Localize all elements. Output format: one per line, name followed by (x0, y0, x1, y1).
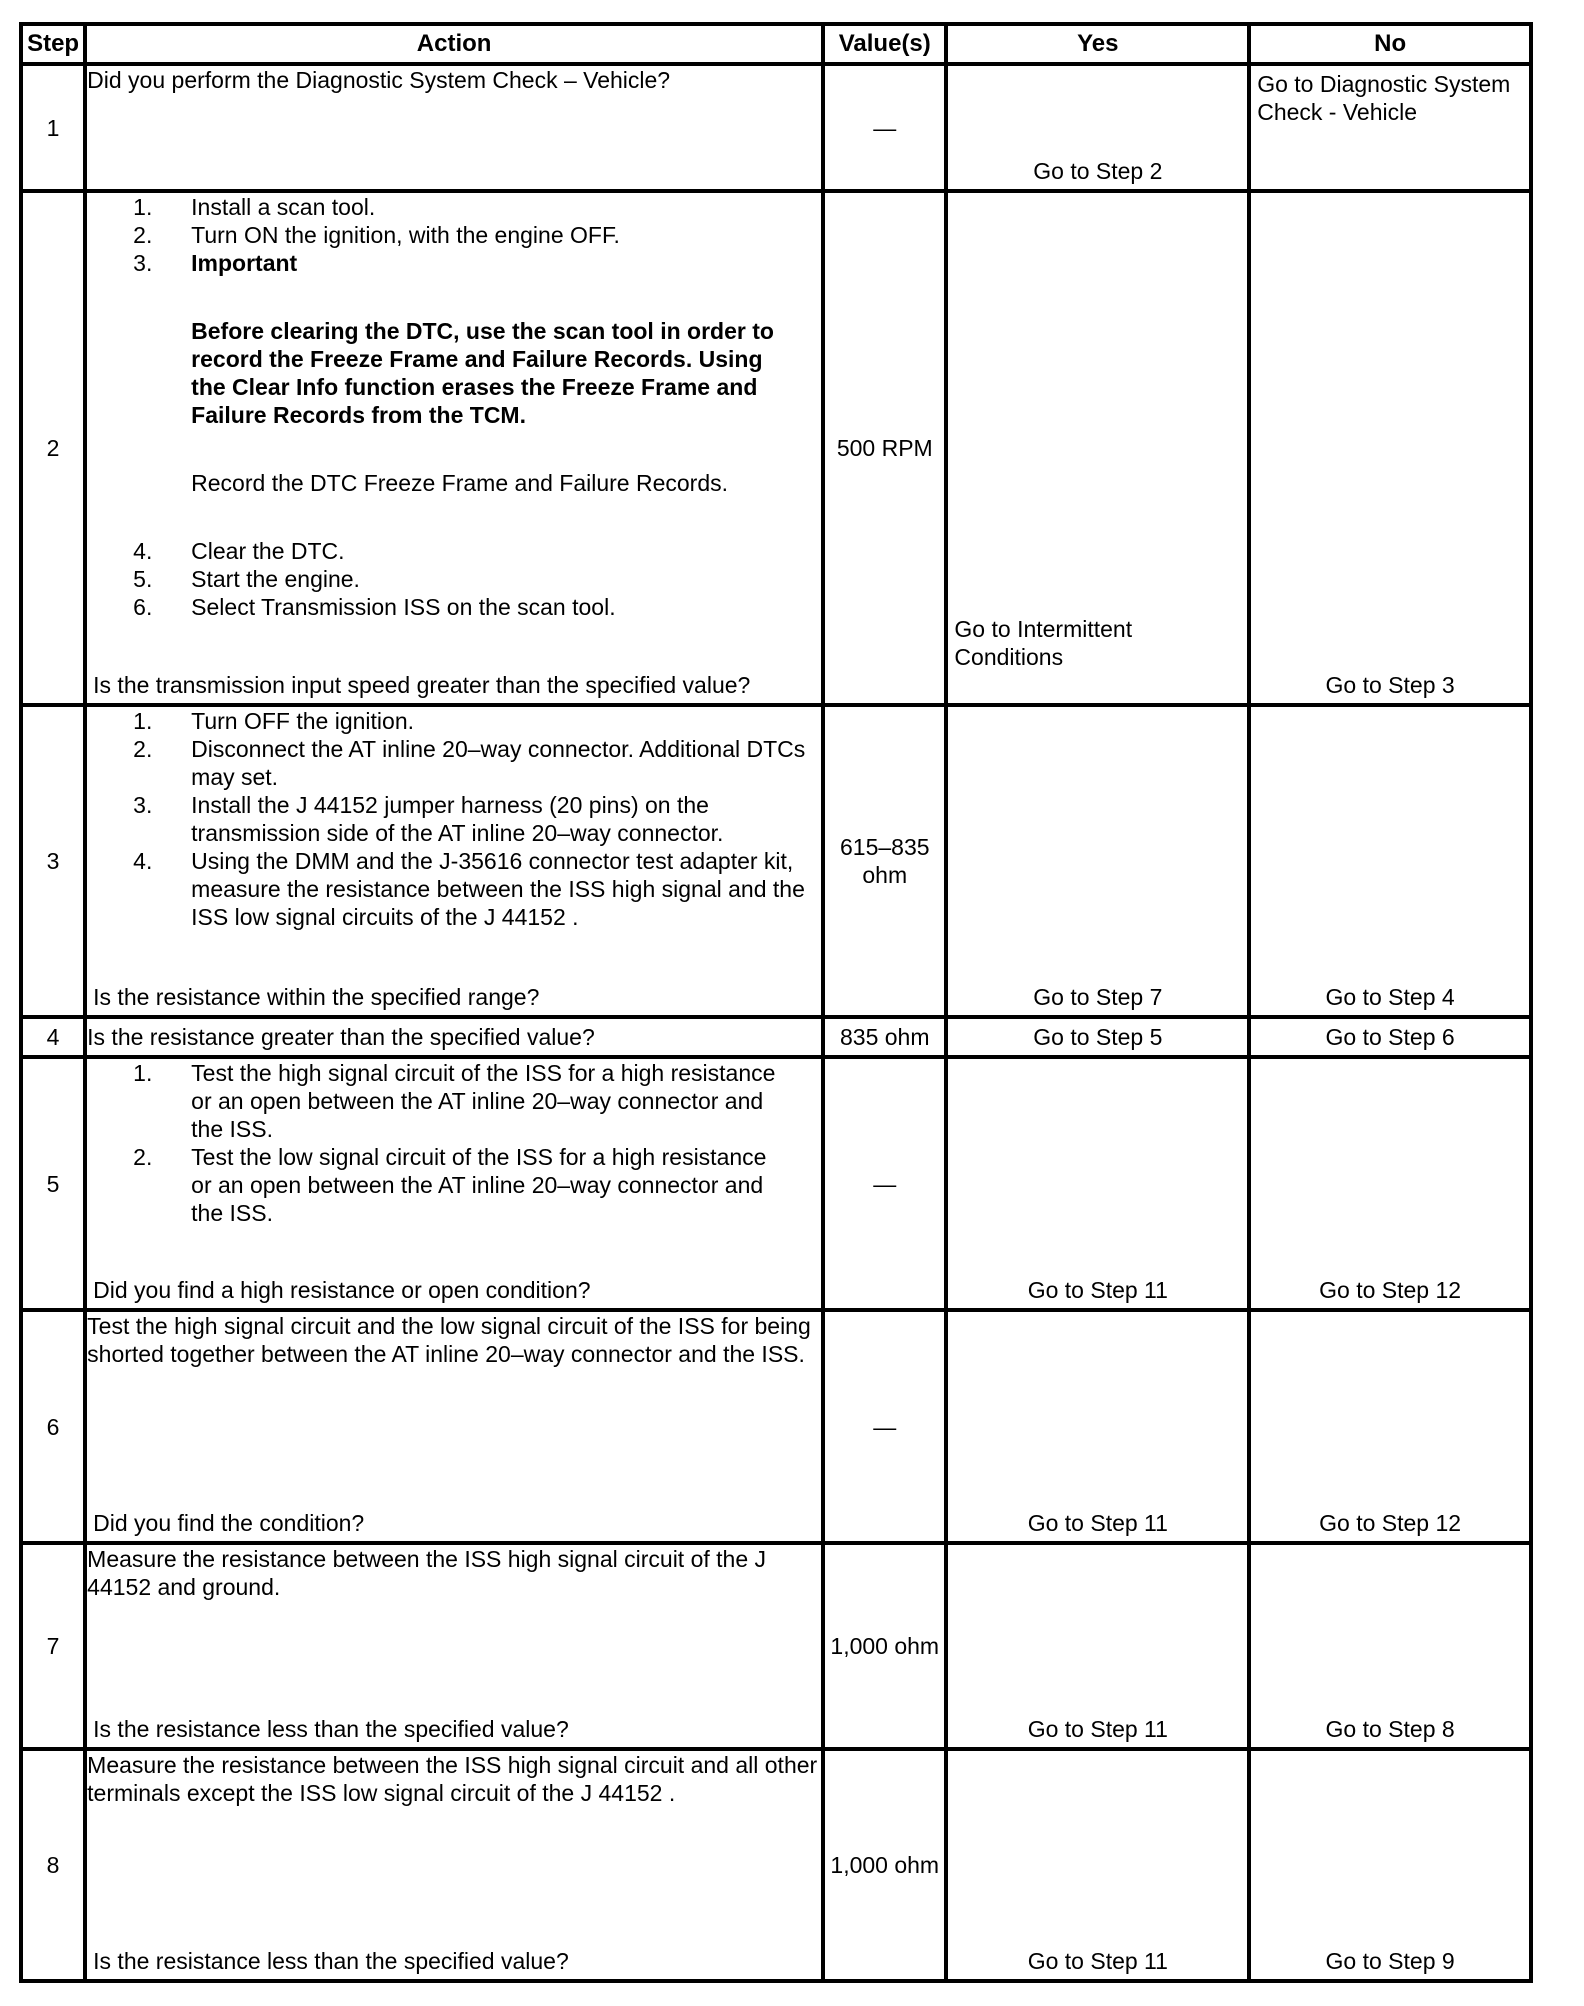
step-number: 5 (21, 1057, 85, 1310)
item-text: Install the J 44152 jumper harness (20 pins) on the transmission side of the AT inline 20–way connector. (191, 792, 724, 846)
yes-cell (946, 1310, 1249, 1543)
no-text: Go to Step 3 (1325, 672, 1455, 698)
list-item (133, 221, 821, 249)
list-item (133, 537, 821, 565)
instruction-list (87, 707, 821, 931)
action-cell (85, 1543, 823, 1749)
step-number: 3 (21, 705, 85, 1017)
item-number: 6. (133, 594, 153, 620)
question-text: Is the transmission input speed greater than the specified value? (93, 672, 751, 698)
list-item (133, 735, 821, 791)
question-text: Is the resistance within the specified range? (93, 984, 540, 1010)
item-number: 3. (133, 250, 153, 276)
item-number: 2. (133, 1144, 153, 1170)
item-text: Install a scan tool. (191, 194, 376, 220)
value-cell: — (823, 1310, 946, 1543)
action-text: Did you perform the Diagnostic System Check – Vehicle? (87, 67, 671, 93)
no-cell (1249, 191, 1531, 705)
step-number: 1 (21, 64, 85, 191)
action-text: Measure the resistance between the ISS high signal circuit and all other terminals except the ISS low signal circuit of the J 44152 . (87, 1752, 818, 1806)
diagnostic-table (19, 22, 1533, 1983)
item-text: Select Transmission ISS on the scan tool. (191, 594, 616, 620)
no-text: Go to Step 12 (1319, 1510, 1462, 1536)
list-item (133, 565, 821, 593)
value-cell: 1,000 ohm (823, 1543, 946, 1749)
no-cell (1249, 1543, 1531, 1749)
table-row (21, 191, 1531, 705)
item-text: Test the low signal circuit of the ISS for a high resistance or an open between the AT inline 20–way connector and the ISS. (191, 1144, 767, 1226)
item-text: Turn ON the ignition, with the engine OFF. (191, 222, 620, 248)
item-number: 4. (133, 538, 153, 564)
yes-text: Go to Step 11 (1027, 1510, 1168, 1536)
table-row (21, 1057, 1531, 1310)
list-item (133, 249, 821, 277)
no-text: Go to Step 8 (1325, 1716, 1455, 1742)
yes-text: Go to Step 11 (1027, 1277, 1168, 1303)
no-cell (1249, 1310, 1531, 1543)
yes-cell (946, 64, 1249, 191)
step-number: 8 (21, 1749, 85, 1981)
list-item (133, 847, 821, 931)
yes-text: Go to Intermittent Conditions (954, 616, 1133, 670)
no-cell (1249, 1057, 1531, 1310)
action-cell (85, 191, 823, 705)
list-item (133, 593, 821, 621)
list-item (133, 1059, 821, 1143)
value-cell: 615–835 ohm (823, 705, 946, 1017)
action-cell (85, 1057, 823, 1310)
item-text: Test the high signal circuit of the ISS for a high resistance or an open between the AT inline 20–way connector and the ISS. (191, 1060, 776, 1142)
list-item (133, 707, 821, 735)
item-number: 1. (133, 708, 153, 734)
yes-text: Go to Step 7 (1033, 984, 1163, 1010)
item-text: Disconnect the AT inline 20–way connector. Additional DTCs may set. (191, 736, 806, 790)
table-row (21, 1017, 1531, 1057)
step-number: 6 (21, 1310, 85, 1543)
action-text: Measure the resistance between the ISS high signal circuit of the J 44152 and ground. (87, 1546, 767, 1600)
table-row (21, 1749, 1531, 1981)
question-text: Is the resistance less than the specified value? (93, 1948, 569, 1974)
item-number: 2. (133, 222, 153, 248)
no-text: Go to Diagnostic System Check - Vehicle (1257, 71, 1511, 125)
item-number: 3. (133, 792, 153, 818)
yes-cell: Go to Step 5 (946, 1017, 1249, 1057)
item-text: Start the engine. (191, 566, 360, 592)
header-yes: Yes (946, 24, 1249, 64)
table-row (21, 1310, 1531, 1543)
value-cell: 500 RPM (823, 191, 946, 705)
note-text: Record the DTC Freeze Frame and Failure Records. (191, 470, 729, 496)
step-number: 7 (21, 1543, 85, 1749)
question-text: Did you find a high resistance or open condition? (93, 1277, 591, 1303)
item-number: 1. (133, 1060, 153, 1086)
no-text: Go to Step 9 (1325, 1948, 1455, 1974)
no-text: Go to Step 12 (1319, 1277, 1462, 1303)
value-cell: 835 ohm (823, 1017, 946, 1057)
list-item (133, 1143, 821, 1227)
question-text: Is the resistance less than the specified value? (93, 1716, 569, 1742)
important-heading: Important (191, 250, 298, 276)
header-row (21, 24, 1531, 64)
header-action: Action (85, 24, 823, 64)
no-cell (1249, 64, 1531, 191)
action-cell (85, 705, 823, 1017)
step-number: 2 (21, 191, 85, 705)
instruction-list (87, 193, 821, 277)
table-row (21, 705, 1531, 1017)
value-cell: 1,000 ohm (823, 1749, 946, 1981)
yes-cell (946, 191, 1249, 705)
no-cell (1249, 1749, 1531, 1981)
action-cell (85, 1310, 823, 1543)
instruction-list (87, 1059, 821, 1227)
step-number: 4 (21, 1017, 85, 1057)
no-cell: Go to Step 6 (1249, 1017, 1531, 1057)
header-step: Step (21, 24, 85, 64)
action-cell (85, 1749, 823, 1981)
question-text: Did you find the condition? (93, 1510, 365, 1536)
action-cell (85, 64, 823, 191)
no-text: Go to Step 4 (1325, 984, 1455, 1010)
table-row (21, 64, 1531, 191)
yes-text: Go to Step 11 (1027, 1716, 1168, 1742)
item-text: Using the DMM and the J-35616 connector test adapter kit, measure the resistance between the ISS high signal and the ISS low signal circuits of the J 44152 . (191, 848, 805, 930)
yes-cell (946, 1543, 1249, 1749)
item-number: 4. (133, 848, 153, 874)
list-item (133, 193, 821, 221)
item-number: 2. (133, 736, 153, 762)
action-text: Is the resistance greater than the specified value? (85, 1017, 823, 1057)
yes-cell (946, 1749, 1249, 1981)
item-text: Turn OFF the ignition. (191, 708, 415, 734)
no-cell (1249, 705, 1531, 1017)
yes-cell (946, 1057, 1249, 1310)
yes-text: Go to Step 2 (1033, 158, 1163, 184)
action-text: Test the high signal circuit and the low signal circuit of the ISS for being shorted together between the AT inline 20–way connector and the ISS. (87, 1313, 811, 1367)
important-notice: Before clearing the DTC, use the scan tool in order to record the Freeze Frame and Failure Records. Using the Clear Info function erases the Freeze Frame and Failure Records from the TCM. (191, 318, 774, 428)
table-row (21, 1543, 1531, 1749)
item-number: 1. (133, 194, 153, 220)
header-values: Value(s) (823, 24, 946, 64)
header-no: No (1249, 24, 1531, 64)
list-item (133, 791, 821, 847)
value-cell: — (823, 1057, 946, 1310)
item-number: 5. (133, 566, 153, 592)
yes-text: Go to Step 11 (1027, 1948, 1168, 1974)
yes-cell (946, 705, 1249, 1017)
item-text: Clear the DTC. (191, 538, 345, 564)
value-cell: — (823, 64, 946, 191)
instruction-list (87, 537, 821, 621)
